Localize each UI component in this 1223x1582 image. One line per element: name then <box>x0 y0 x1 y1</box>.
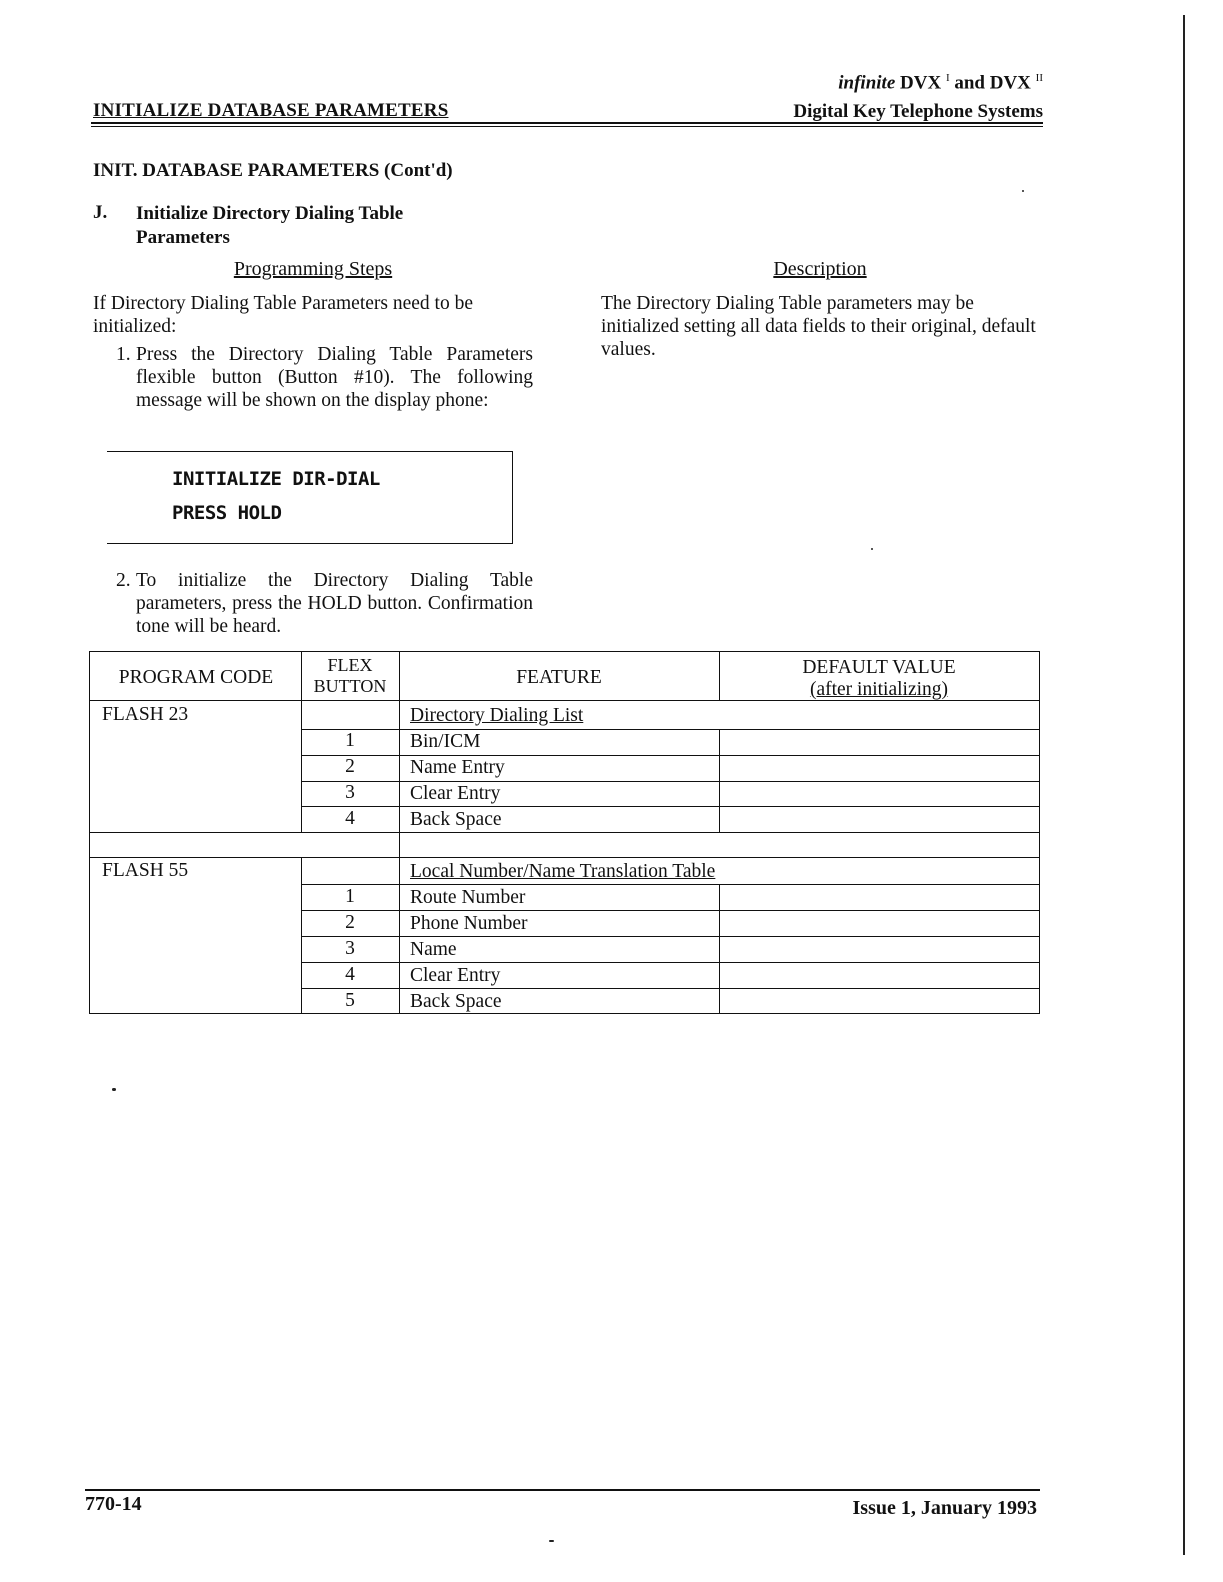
header-flex-line1: FLEX <box>327 655 373 675</box>
page-number: 770-14 <box>85 1493 142 1515</box>
display-line-1: INITIALIZE DIR-DIAL <box>172 468 380 490</box>
header-rule-thin <box>91 126 1043 127</box>
step-number: 1. <box>116 344 131 365</box>
feature-cell: Back Space <box>410 991 502 1012</box>
table-hline <box>301 781 1039 782</box>
table-hline <box>90 832 1039 833</box>
product-mark-2: II <box>1035 72 1043 84</box>
default-values-table <box>89 651 1040 1014</box>
table-hline <box>301 988 1039 989</box>
group-title-cell: Local Number/Name Translation Table <box>410 861 716 882</box>
scan-speck <box>1022 190 1024 192</box>
step-item <box>116 569 533 638</box>
header-product-name <box>838 72 1043 94</box>
step-number: 2. <box>116 570 131 591</box>
flex-button-cell: 4 <box>345 964 355 985</box>
description-heading: Description <box>773 258 867 280</box>
issue-date: Issue 1, January 1993 <box>852 1497 1037 1519</box>
header-default-line1: DEFAULT VALUE <box>802 657 956 678</box>
scan-speck <box>112 1088 116 1091</box>
table-hline <box>301 884 1039 885</box>
table-hline <box>90 857 1039 858</box>
table-hline <box>301 910 1039 911</box>
table-hline <box>301 962 1039 963</box>
feature-cell: Phone Number <box>410 913 528 934</box>
table-hline <box>301 729 1039 730</box>
product-dvx: DVX <box>900 72 942 94</box>
step-text: To initialize the Directory Dialing Table parameters, press the HOLD button. Confirmation tone will be heard. <box>136 570 533 637</box>
page-edge-line <box>1183 15 1185 1555</box>
programming-steps-heading: Programming Steps <box>233 258 393 280</box>
program-code-cell: FLASH 55 <box>102 860 189 881</box>
feature-cell: Bin/ICM <box>410 731 481 752</box>
table-hline <box>301 755 1039 756</box>
intro-text: If Directory Dialing Table Parameters need to be initialized: <box>93 293 474 337</box>
header-default-value <box>720 657 1038 701</box>
header-program-code: PROGRAM CODE <box>118 667 274 688</box>
group-title-cell: Directory Dialing List <box>410 705 584 726</box>
header-flex-button <box>302 655 398 697</box>
product-brand: infinite <box>838 72 896 94</box>
table-hline <box>301 806 1039 807</box>
table-vline <box>301 652 302 700</box>
flex-button-cell: 2 <box>345 912 355 933</box>
table-vline <box>719 884 720 1013</box>
program-code-cell: FLASH 23 <box>102 704 189 725</box>
product-and: and DVX <box>954 72 1031 94</box>
table-hline <box>301 936 1039 937</box>
feature-cell: Name <box>410 939 457 960</box>
flex-button-cell: 5 <box>345 990 355 1011</box>
header-feature: FEATURE <box>516 667 602 688</box>
flex-button-cell: 3 <box>345 938 355 959</box>
section-title: INIT. DATABASE PARAMETERS (Cont'd) <box>93 160 453 181</box>
table-vline <box>719 652 720 700</box>
subsection-letter: J. <box>93 202 108 223</box>
feature-cell: Clear Entry <box>410 783 501 804</box>
description-text: The Directory Dialing Table parameters may be initialized setting all data fields to their original, default values. <box>601 293 1036 360</box>
flex-button-cell: 1 <box>345 886 355 907</box>
flex-button-cell: 4 <box>345 808 355 829</box>
header-flex-line2: BUTTON <box>313 676 387 696</box>
flex-button-cell: 3 <box>345 782 355 803</box>
display-line-2: PRESS HOLD <box>172 502 282 524</box>
header-product-subtitle: Digital Key Telephone Systems <box>793 101 1043 122</box>
header-default-line2: (after initializing) <box>809 679 949 700</box>
feature-cell: Clear Entry <box>410 965 501 986</box>
scan-speck <box>871 548 873 550</box>
feature-cell: Route Number <box>410 887 526 908</box>
subsection-title: Initialize Directory Dialing Table Parameters <box>136 203 404 248</box>
feature-cell: Back Space <box>410 809 502 830</box>
footer-rule <box>85 1489 1040 1491</box>
step-item <box>116 343 533 412</box>
step-text: Press the Directory Dialing Table Parameters flexible button (Button #10). The following message will be shown on the display phone: <box>136 344 533 411</box>
header-section-title: INITIALIZE DATABASE PARAMETERS <box>93 100 449 121</box>
flex-button-cell: 2 <box>345 756 355 777</box>
header-rule <box>91 122 1043 124</box>
scan-speck <box>549 1540 554 1542</box>
feature-cell: Name Entry <box>410 757 505 778</box>
product-mark-1: I <box>945 72 950 84</box>
table-hline <box>90 700 1039 701</box>
flex-button-cell: 1 <box>345 730 355 751</box>
display-phone-message <box>107 451 513 544</box>
